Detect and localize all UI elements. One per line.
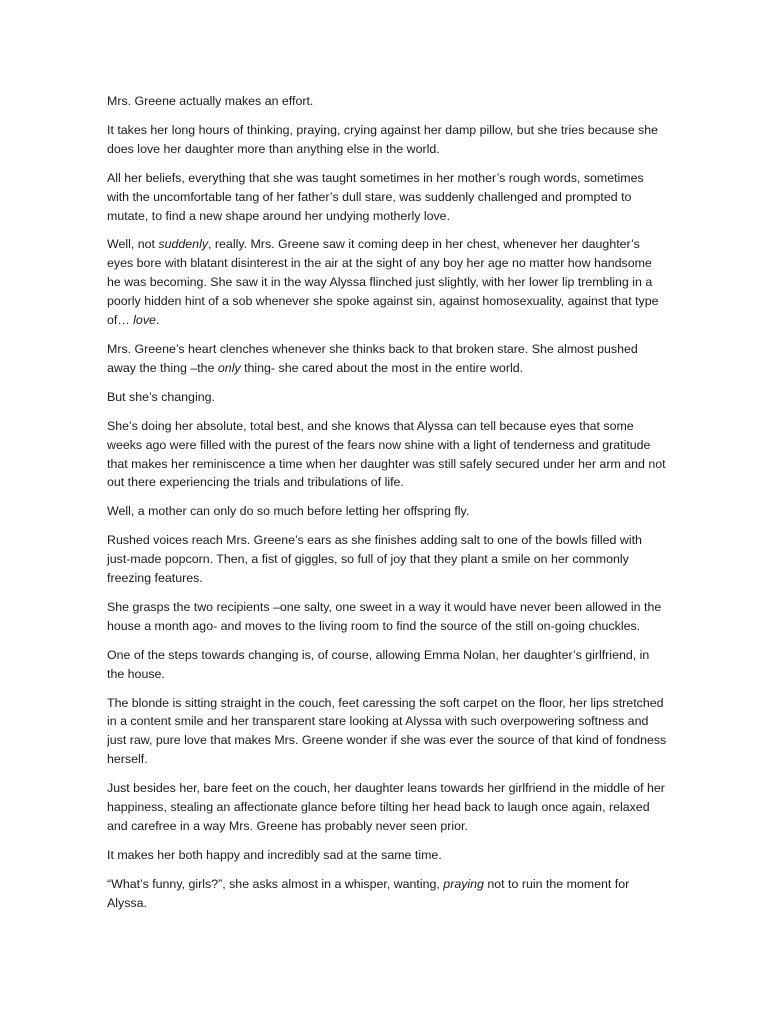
paragraph-p12 bbox=[107, 694, 667, 770]
paragraph-text: not to ruin the moment for Alyssa. bbox=[107, 876, 630, 910]
paragraph-text: She grasps the two recipients –one salty, one sweet in a way it would have never been allowed in the house a month ago- and moves to the living room to find the source of the still on-going chuckles. bbox=[107, 599, 662, 633]
emphasized-text: love bbox=[133, 313, 156, 328]
paragraph-p7 bbox=[107, 417, 667, 493]
paragraph-p5 bbox=[107, 340, 667, 378]
paragraph-p10 bbox=[107, 598, 667, 636]
paragraph-text: All her beliefs, everything that she was taught sometimes in her mother’s rough words, sometimes with the uncomfortable tang of her father’s dull stare, was suddenly challenged and prompted to mutate, to find a new shape around her undying motherly love. bbox=[107, 170, 644, 223]
paragraph-p13 bbox=[107, 779, 667, 836]
emphasized-text: praying bbox=[443, 876, 484, 891]
paragraph-text: Well, not bbox=[107, 237, 159, 252]
paragraph-text: It makes her both happy and incredibly sad at the same time. bbox=[107, 847, 442, 862]
paragraph-p15 bbox=[107, 875, 667, 913]
paragraph-p3 bbox=[107, 169, 667, 226]
paragraph-p2 bbox=[107, 121, 667, 159]
paragraph-p4 bbox=[107, 235, 667, 330]
paragraph-text: Mrs. Greene actually makes an effort. bbox=[107, 94, 314, 108]
emphasized-text: suddenly bbox=[158, 237, 209, 252]
emphasized-text: only bbox=[217, 360, 241, 375]
paragraph-text: . bbox=[155, 313, 160, 328]
paragraph-p9 bbox=[107, 531, 667, 588]
paragraph-p8 bbox=[107, 502, 667, 521]
paragraph-text: The blonde is sitting straight in the couch, feet caressing the soft carpet on the floor, her lips stretched in a content smile and her transparent stare looking at Alyssa with such overpowering softness and just raw, pure love that makes Mrs. Greene wonder if she was ever the source of that kind of fondness herself. bbox=[107, 695, 667, 767]
paragraph-p14 bbox=[107, 846, 667, 865]
paragraph-text: One of the steps towards changing is, of course, allowing Emma Nolan, her daughter’s girlfriend, in the house. bbox=[107, 647, 650, 681]
paragraph-text: It takes her long hours of thinking, praying, crying against her damp pillow, but she tries because she does love her daughter more than anything else in the world. bbox=[107, 122, 659, 156]
paragraph-text: She’s doing her absolute, total best, and she knows that Alyssa can tell because eyes that some weeks ago were filled with the purest of the fears now shine with a light of tenderness and gratitude that makes her reminiscence a time when her daughter was still safely secured under her arm and not out there experiencing the trials and tribulations of life. bbox=[107, 418, 666, 490]
paragraph-text: But she’s changing. bbox=[107, 389, 215, 404]
paragraph-text: Mrs. Greene’s heart clenches whenever she thinks back to that broken stare. She almost pushed away the thing –the bbox=[107, 341, 638, 375]
paragraph-text: Well, a mother can only do so much before letting her offspring fly. bbox=[107, 504, 470, 519]
paragraph-text: “What’s funny, girls?”, she asks almost in a whisper, wanting, bbox=[107, 876, 444, 891]
paragraph-p11 bbox=[107, 646, 667, 684]
paragraph-text: Rushed voices reach Mrs. Greene’s ears as she finishes adding salt to one of the bowls filled with just-made popcorn. Then, a fist of giggles, so full of joy that they plant a smile on her commonly freezing features. bbox=[107, 533, 642, 586]
paragraph-p1 bbox=[107, 92, 667, 111]
paragraph-p6 bbox=[107, 388, 667, 407]
paragraph-text: thing- she cared about the most in the entire world. bbox=[240, 360, 524, 375]
document-body bbox=[107, 92, 667, 923]
paragraph-text: , really. Mrs. Greene saw it coming deep in her chest, whenever her daughter’s eyes bore with blatant disinterest in the air at the sight of any boy her age no matter how handsome he was becoming. She saw it in the way Alyssa flinched just slightly, with her lower lip trembling in a poorly hidden hint of a sob whenever she spoke against sin, against homosexuality, against that type of… bbox=[107, 237, 659, 328]
paragraph-text: Just besides her, bare feet on the couch, her daughter leans towards her girlfriend in the middle of her happiness, stealing an affectionate glance before tilting her head back to laugh once again, relaxed and carefree in a way Mrs. Greene has probably never seen prior. bbox=[107, 781, 665, 833]
